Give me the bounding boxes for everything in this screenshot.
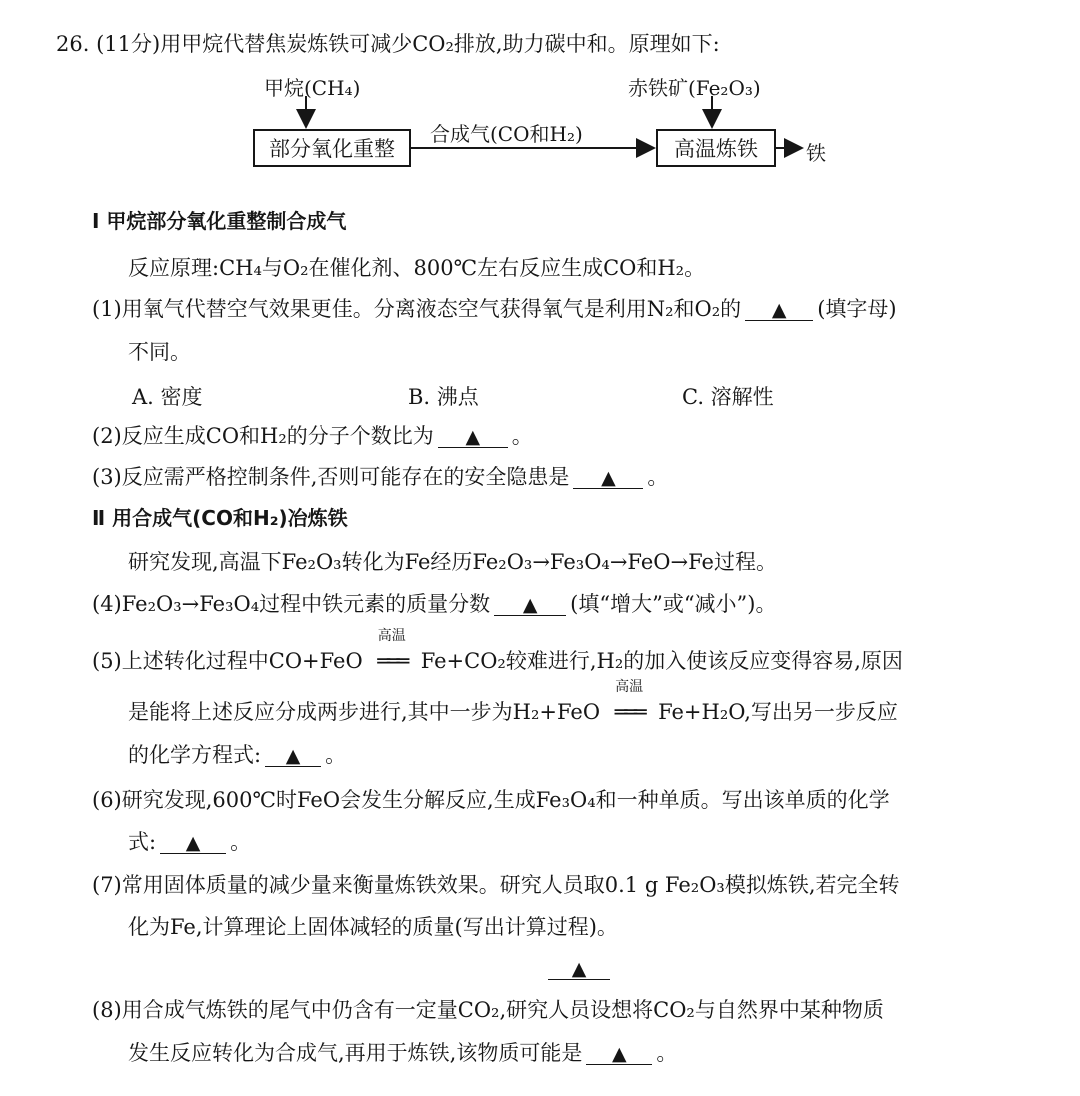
q5-condition-2: 高温 xyxy=(615,679,644,695)
q1-option-b: B. 沸点 xyxy=(408,385,479,409)
section1-title: Ⅰ 甲烷部分氧化重整制合成气 xyxy=(92,209,347,233)
q6-answer-blank[interactable] xyxy=(160,832,226,854)
section2-research: 研究发现,高温下Fe₂O₃转化为Fe经历Fe₂O₃→Fe₃O₄→FeO→Fe过程。 xyxy=(128,550,777,574)
q5-condition-1: 高温 xyxy=(377,628,406,644)
answer-triangle-icon: ▲ xyxy=(522,594,538,616)
q5-line1 xyxy=(92,628,903,673)
q6-text: 式: xyxy=(128,830,157,854)
q5-end: 。 xyxy=(325,743,347,767)
hematite-input-label: 赤铁矿(Fe₂O₃) xyxy=(628,76,761,100)
methane-input-label: 甲烷(CH₄) xyxy=(264,76,361,100)
q1-line1 xyxy=(92,297,897,321)
q5-equation-sign-2 xyxy=(600,679,658,724)
q4-hint: (填“增大”或“减小”)。 xyxy=(570,592,777,616)
q5-equation-sign-1 xyxy=(363,628,421,673)
q6-line2 xyxy=(128,830,251,854)
q5-text-b: Fe+CO₂较难进行,H₂的加入使该反应变得容易,原因 xyxy=(420,649,903,673)
q4-answer-blank[interactable] xyxy=(494,594,566,616)
iron-output-label: 铁 xyxy=(806,141,826,165)
q5-text-a: (5)上述转化过程中CO+FeO xyxy=(92,649,363,673)
q6-end: 。 xyxy=(230,830,252,854)
q3-end: 。 xyxy=(647,465,669,489)
q1-answer-blank[interactable] xyxy=(745,299,813,321)
answer-triangle-icon: ▲ xyxy=(465,426,481,448)
q7-answer-area[interactable] xyxy=(544,956,614,980)
q1-option-c: C. 溶解性 xyxy=(682,385,774,409)
q5-eq-1: ═══ xyxy=(377,649,407,673)
q5-answer-blank[interactable] xyxy=(265,745,321,767)
q4-text: (4)Fe₂O₃→Fe₃O₄过程中铁元素的质量分数 xyxy=(92,592,491,616)
q2-text: (2)反应生成CO和H₂的分子个数比为 xyxy=(92,424,434,448)
q7-line1: (7)常用固体质量的减少量来衡量炼铁效果。研究人员取0.1 g Fe₂O₃模拟炼铁,若完全转 xyxy=(92,873,900,897)
q3-line xyxy=(92,465,668,489)
q4-line xyxy=(92,592,777,616)
answer-triangle-icon: ▲ xyxy=(612,1043,627,1065)
high-temp-smelting-label: 高温炼铁 xyxy=(674,137,758,161)
answer-triangle-icon: ▲ xyxy=(285,745,301,767)
q3-text: (3)反应需严格控制条件,否则可能存在的安全隐患是 xyxy=(92,465,570,489)
flow-arrows xyxy=(0,0,1080,200)
partial-oxidation-label: 部分氧化重整 xyxy=(269,137,395,161)
q8-text: 发生反应转化为合成气,再用于炼铁,该物质可能是 xyxy=(128,1041,583,1065)
q8-line2 xyxy=(128,1041,677,1065)
question-intro: (11分)用甲烷代替焦炭炼铁可减少CO₂排放,助力碳中和。原理如下: xyxy=(96,32,720,56)
q6-line1: (6)研究发现,600℃时FeO会发生分解反应,生成Fe₃O₄和一种单质。写出该单质的化学 xyxy=(92,788,890,812)
q5-eq-2: ═══ xyxy=(614,700,644,724)
answer-triangle-icon: ▲ xyxy=(601,467,616,489)
q8-end: 。 xyxy=(656,1041,678,1065)
q7-answer-blank[interactable] xyxy=(548,958,610,980)
q2-end: 。 xyxy=(511,424,533,448)
q7-line2: 化为Fe,计算理论上固体减轻的质量(写出计算过程)。 xyxy=(128,915,618,939)
q2-answer-blank[interactable] xyxy=(438,426,508,448)
q5-line3 xyxy=(128,743,346,767)
q1-text: (1)用氧气代替空气效果更佳。分离液态空气获得氧气是利用N₂和O₂的 xyxy=(92,297,742,321)
q1-text-end: 不同。 xyxy=(128,340,191,364)
q2-line xyxy=(92,424,533,448)
syngas-arrow-label: 合成气(CO和H₂) xyxy=(430,122,583,146)
q1-option-a: A. 密度 xyxy=(132,385,203,409)
question-number: 26. xyxy=(56,32,90,56)
q5-line2 xyxy=(128,679,898,724)
answer-triangle-icon: ▲ xyxy=(185,832,201,854)
q5-text-c: 是能将上述反应分成两步进行,其中一步为H₂+FeO xyxy=(128,700,601,724)
q8-answer-blank[interactable] xyxy=(586,1043,652,1065)
section1-principle: 反应原理:CH₄与O₂在催化剂、800℃左右反应生成CO和H₂。 xyxy=(128,256,706,280)
section2-title: Ⅱ 用合成气(CO和H₂)冶炼铁 xyxy=(92,506,348,530)
q8-line1: (8)用合成气炼铁的尾气中仍含有一定量CO₂,研究人员设想将CO₂与自然界中某种物质 xyxy=(92,998,884,1022)
q5-text-d: Fe+H₂O,写出另一步反应 xyxy=(658,700,898,724)
q5-text-e: 的化学方程式: xyxy=(128,743,262,767)
q3-answer-blank[interactable] xyxy=(573,467,643,489)
answer-triangle-icon: ▲ xyxy=(771,299,787,321)
q1-hint: (填字母) xyxy=(817,297,897,321)
answer-triangle-icon: ▲ xyxy=(571,958,587,980)
